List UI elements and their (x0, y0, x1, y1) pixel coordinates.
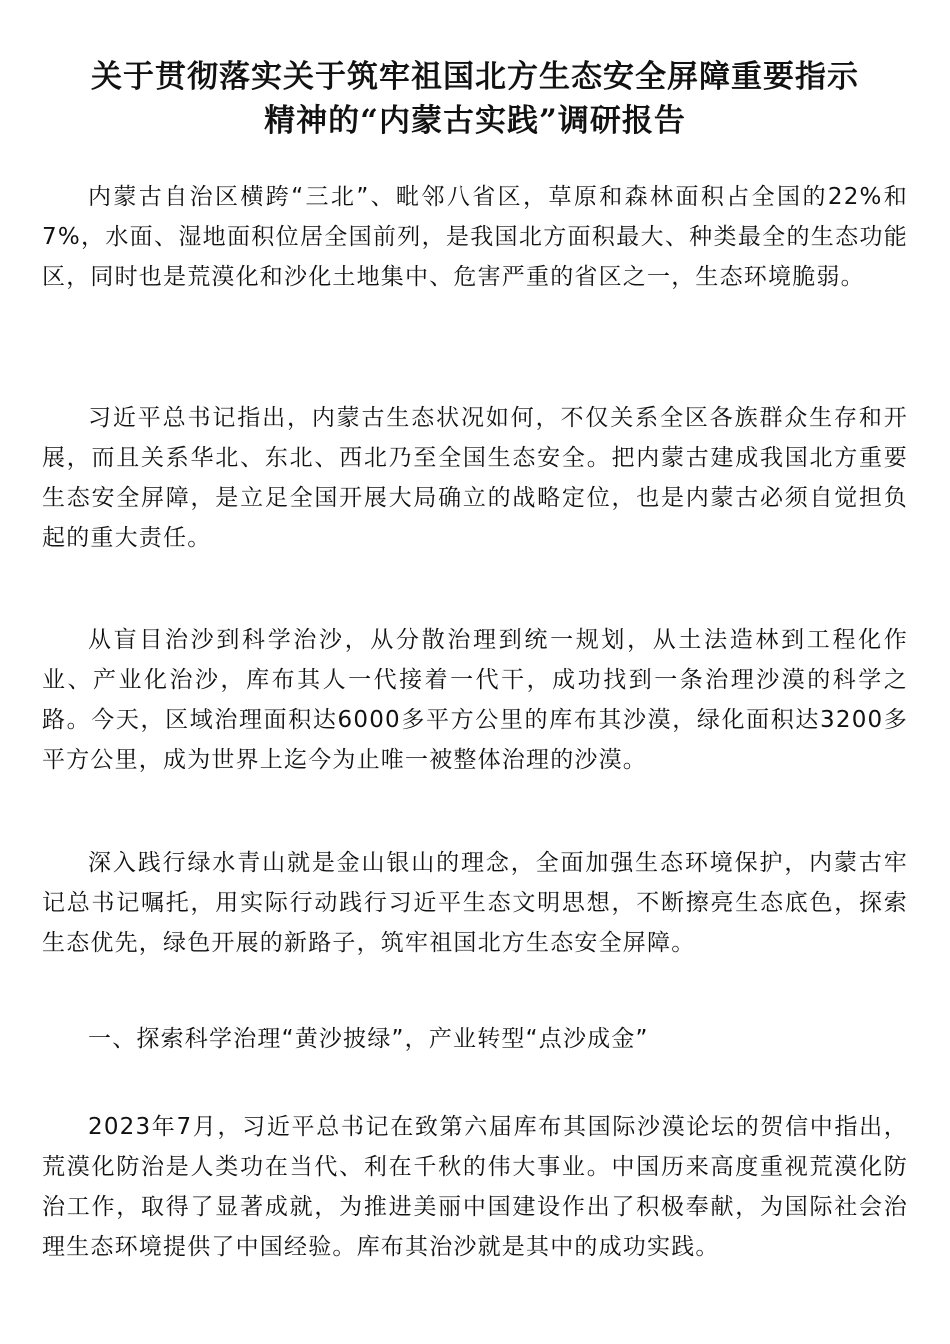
section-heading-1: 一、探索科学治理“黄沙披绿”，产业转型“点沙成金” (88, 1026, 649, 1052)
document-title-line-1: 关于贯彻落实关于筑牢祖国北方生态安全屏障重要指示 (91, 59, 859, 95)
paragraph-forum-letter: 2023年7月，习近平总书记在致第六届库布其国际沙漠论坛的贺信中指出，荒漠化防治是人类功在当代、利在千秋的伟大事业。中国历来高度重视荒漠化防治工作，取得了显著成就，为推进美丽中国建设作出了积极奉献，为国际社会治理生态环境提供了中国经验。库布其治沙就是其中的成功实践。 (42, 1114, 908, 1260)
document-title-line-2: 精神的“内蒙古实践”调研报告 (264, 103, 686, 139)
paragraph-kubuqi: 从盲目治沙到科学治沙，从分散治理到统一规划，从土法造林到工程化作业、产业化治沙，库布其人一代接着一代干，成功找到一条治理沙漠的科学之路。今天，区域治理面积达6000多平方公里的库布其沙漠，绿化面积达3200多平方公里，成为世界上迄今为止唯一被整体治理的沙漠。 (42, 627, 908, 773)
paragraph-intro: 内蒙古自治区横跨“三北”、毗邻八省区，草原和森林面积占全国的22%和7%，水面、湿地面积位居全国前列，是我国北方面积最大、种类最全的生态功能区，同时也是荒漠化和沙化土地集中、危害严重的省区之一，生态环境脆弱。 (42, 184, 908, 290)
paragraph-green-development: 深入践行绿水青山就是金山银山的理念，全面加强生态环境保护，内蒙古牢记总书记嘱托，用实际行动践行习近平生态文明思想，不断擦亮生态底色，探索生态优先，绿色开展的新路子，筑牢祖国北方生态安全屏障。 (42, 850, 908, 956)
paragraph-instruction: 习近平总书记指出，内蒙古生态状况如何，不仅关系全区各族群众生存和开展，而且关系华北、东北、西北乃至全国生态安全。把内蒙古建成我国北方重要生态安全屏障，是立足全国开展大局确立的战略定位，也是内蒙古必须自觉担负起的重大责任。 (42, 405, 908, 551)
